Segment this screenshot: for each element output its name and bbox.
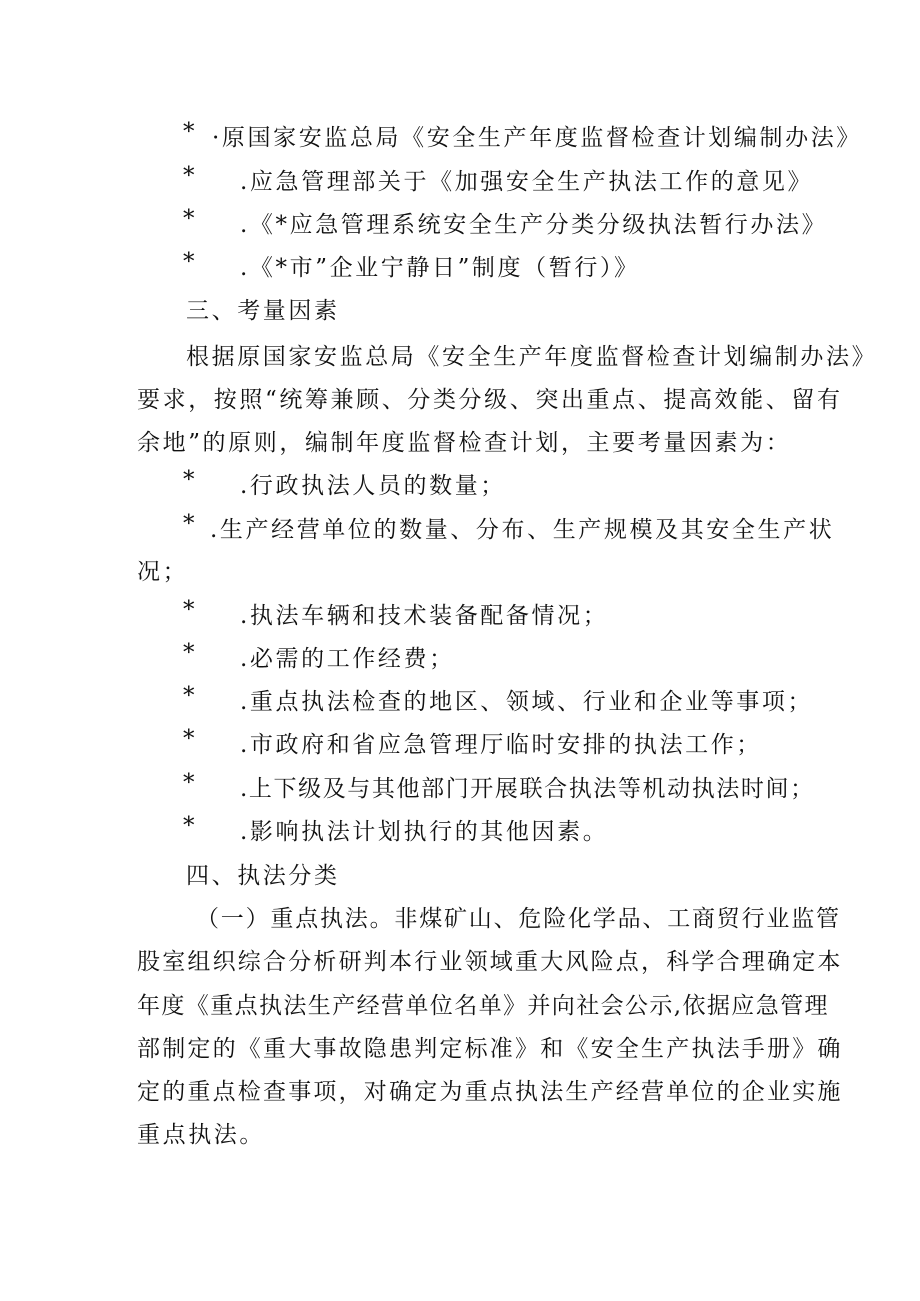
paragraph-line: 股室组织综合分析研判本行业领域重大风险点，科学合理确定本	[137, 949, 843, 975]
factor-text: .行政执法人员的数量；	[240, 473, 506, 499]
factor-text: .必需的工作经费；	[240, 646, 455, 672]
bullet-marker: *	[183, 640, 198, 666]
paragraph-line: 年度《重点执法生产经营单位名单》并向社会公示,依据应急管理	[137, 993, 829, 1019]
bullet-marker: *	[183, 511, 198, 537]
bullet-marker: *	[183, 467, 198, 493]
paragraph-line: 部制定的《重大事故隐患判定标准》和《安全生产执法手册》确	[137, 1036, 843, 1062]
factor-text: .市政府和省应急管理厅临时安排的执法工作；	[240, 732, 762, 758]
factor-text: .重点执法检查的地区、领域、行业和企业等事项；	[240, 689, 814, 715]
bullet-marker: *	[183, 163, 198, 189]
reference-text: ·原国家安监总局《安全生产年度监督检查计划编制办法》	[212, 125, 862, 151]
bullet-marker: *	[183, 770, 198, 796]
bullet-marker: *	[183, 726, 198, 752]
reference-text: .应急管理部关于《加强安全生产执法工作的意见》	[240, 169, 814, 195]
bullet-marker: *	[183, 119, 198, 145]
bullet-marker: *	[183, 206, 198, 232]
factor-text: .影响执法计划执行的其他因素。	[240, 819, 609, 845]
bullet-marker: *	[183, 683, 198, 709]
paragraph-line: （一）重点执法。非煤矿山、危险化学品、工商贸行业监管	[196, 906, 841, 932]
paragraph-line: 要求，按照“统筹兼顾、分类分级、突出重点、提高效能、留有	[137, 387, 843, 413]
reference-text: .《*应急管理系统安全生产分类分级执法暂行办法》	[240, 212, 828, 238]
paragraph-line: 余地”的原则，编制年度监督检查计划，主要考量因素为：	[137, 430, 792, 456]
paragraph-line: 定的重点检查事项，对确定为重点执法生产经营单位的企业实施	[137, 1079, 843, 1105]
factor-text-continuation: 况；	[137, 559, 189, 585]
bullet-marker: *	[183, 249, 198, 275]
bullet-marker: *	[183, 813, 198, 839]
paragraph-line: 根据原国家安监总局《安全生产年度监督检查计划编制办法》	[186, 344, 878, 370]
factor-text: .上下级及与其他部门开展联合执法等机动执法时间；	[240, 776, 815, 802]
factor-text: .生产经营单位的数量、分布、生产规模及其安全生产状	[210, 517, 835, 543]
section-heading: 三、考量因素	[186, 298, 340, 324]
reference-text: .《*市”企业宁静日”制度（暂行）》	[240, 255, 640, 281]
factor-text: .执法车辆和技术装备配备情况；	[240, 603, 609, 629]
section-heading: 四、执法分类	[186, 863, 340, 889]
paragraph-line: 重点执法。	[137, 1122, 265, 1148]
bullet-marker: *	[183, 597, 198, 623]
